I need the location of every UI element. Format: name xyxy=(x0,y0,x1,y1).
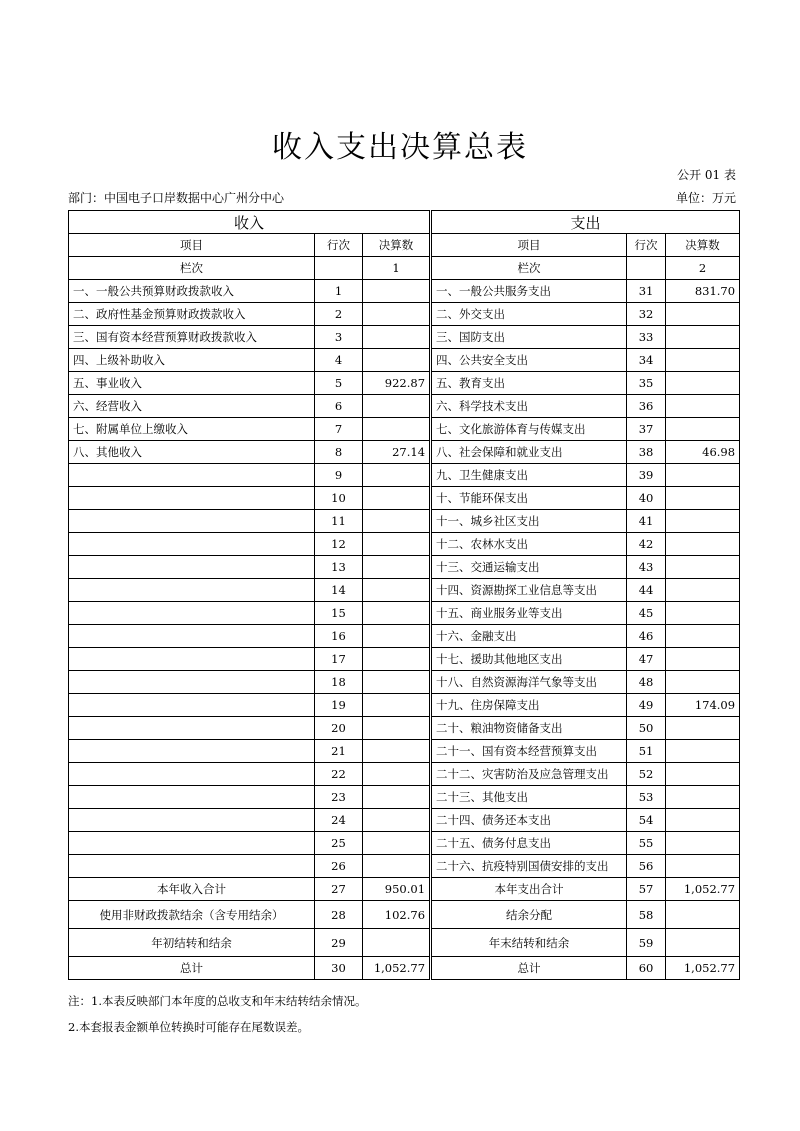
expense-amount xyxy=(666,418,740,441)
table-row xyxy=(69,855,740,878)
expense-amount xyxy=(666,717,740,740)
expense-item: 二十六、抗疫特别国债安排的支出 xyxy=(431,855,627,878)
expense-item: 十八、自然资源海洋气象等支出 xyxy=(431,671,627,694)
table-row xyxy=(69,556,740,579)
income-line-number: 8 xyxy=(315,441,363,464)
expense-line-number: 36 xyxy=(627,395,666,418)
expense-line-number: 45 xyxy=(627,602,666,625)
header-item: 项目 xyxy=(69,234,315,257)
table-row xyxy=(69,510,740,533)
income-amount xyxy=(363,326,431,349)
expense-item: 二十、粮油物资储备支出 xyxy=(431,717,627,740)
income-item xyxy=(69,717,315,740)
income-amount xyxy=(363,832,431,855)
expense-amount xyxy=(666,671,740,694)
income-line-number: 15 xyxy=(315,602,363,625)
income-amount xyxy=(363,855,431,878)
expense-item: 十五、商业服务业等支出 xyxy=(431,602,627,625)
column-index-label: 栏次 xyxy=(69,257,315,280)
section-header-row xyxy=(69,211,740,234)
expense-amount xyxy=(666,533,740,556)
income-amount xyxy=(363,809,431,832)
table-row xyxy=(69,717,740,740)
table-row xyxy=(69,303,740,326)
expense-line-number: 39 xyxy=(627,464,666,487)
header-line: 行次 xyxy=(627,234,666,257)
income-line-number: 29 xyxy=(315,929,363,957)
column-index-blank xyxy=(627,257,666,280)
note-2: 2.本套报表金额单位转换时可能存在尾数误差。 xyxy=(68,1020,309,1034)
expense-line-number: 37 xyxy=(627,418,666,441)
expense-line-number: 57 xyxy=(627,878,666,901)
table-row xyxy=(69,280,740,303)
income-line-number: 11 xyxy=(315,510,363,533)
income-line-number: 16 xyxy=(315,625,363,648)
income-amount xyxy=(363,786,431,809)
table-row xyxy=(69,625,740,648)
table-row xyxy=(69,441,740,464)
expense-line-number: 51 xyxy=(627,740,666,763)
expense-amount: 831.70 xyxy=(666,280,740,303)
expense-line-number: 58 xyxy=(627,901,666,929)
income-total-item: 本年收入合计 xyxy=(69,878,315,901)
expense-line-number: 34 xyxy=(627,349,666,372)
income-item xyxy=(69,533,315,556)
table-row xyxy=(69,694,740,717)
expense-amount xyxy=(666,929,740,957)
expense-line-number: 55 xyxy=(627,832,666,855)
column-header-row xyxy=(69,234,740,257)
table-row xyxy=(69,349,740,372)
income-amount xyxy=(363,533,431,556)
expense-amount xyxy=(666,901,740,929)
expense-line-number: 35 xyxy=(627,372,666,395)
expense-amount xyxy=(666,648,740,671)
income-item xyxy=(69,464,315,487)
table-row xyxy=(69,763,740,786)
income-item xyxy=(69,579,315,602)
page-title: 收入支出决算总表 xyxy=(272,130,528,165)
income-amount xyxy=(363,487,431,510)
total-row xyxy=(69,878,740,901)
expense-item: 十三、交通运输支出 xyxy=(431,556,627,579)
income-item xyxy=(69,809,315,832)
income-line-number: 19 xyxy=(315,694,363,717)
column-index-1: 1 xyxy=(363,257,431,280)
expense-line-number: 50 xyxy=(627,717,666,740)
expense-line-number: 60 xyxy=(627,957,666,980)
income-amount xyxy=(363,671,431,694)
income-amount: 922.87 xyxy=(363,372,431,395)
income-item xyxy=(69,786,315,809)
income-item: 五、事业收入 xyxy=(69,372,315,395)
income-item xyxy=(69,832,315,855)
income-amount xyxy=(363,395,431,418)
income-item: 四、上级补助收入 xyxy=(69,349,315,372)
expense-line-number: 53 xyxy=(627,786,666,809)
income-amount xyxy=(363,602,431,625)
income-line-number: 20 xyxy=(315,717,363,740)
expense-amount: 1,052.77 xyxy=(666,957,740,980)
table-row xyxy=(69,418,740,441)
expense-item: 一、一般公共服务支出 xyxy=(431,280,627,303)
income-amount: 1,052.77 xyxy=(363,957,431,980)
table-row xyxy=(69,809,740,832)
expense-line-number: 47 xyxy=(627,648,666,671)
table-row xyxy=(69,395,740,418)
income-total-item: 总计 xyxy=(69,957,315,980)
income-amount xyxy=(363,740,431,763)
table-row xyxy=(69,740,740,763)
table-row xyxy=(69,326,740,349)
expense-item: 十四、资源勘探工业信息等支出 xyxy=(431,579,627,602)
income-item xyxy=(69,510,315,533)
expense-item: 十、节能环保支出 xyxy=(431,487,627,510)
income-line-number: 5 xyxy=(315,372,363,395)
income-line-number: 7 xyxy=(315,418,363,441)
income-amount xyxy=(363,464,431,487)
expense-total-item: 本年支出合计 xyxy=(431,878,627,901)
expense-amount: 46.98 xyxy=(666,441,740,464)
income-amount xyxy=(363,349,431,372)
income-line-number: 6 xyxy=(315,395,363,418)
table-row xyxy=(69,786,740,809)
income-item xyxy=(69,556,315,579)
income-amount xyxy=(363,418,431,441)
header-item: 项目 xyxy=(431,234,627,257)
income-amount xyxy=(363,694,431,717)
income-line-number: 18 xyxy=(315,671,363,694)
income-item xyxy=(69,763,315,786)
expense-line-number: 56 xyxy=(627,855,666,878)
income-item xyxy=(69,648,315,671)
income-item xyxy=(69,740,315,763)
income-amount xyxy=(363,763,431,786)
table-row xyxy=(69,671,740,694)
header-amount: 决算数 xyxy=(666,234,740,257)
income-amount: 102.76 xyxy=(363,901,431,929)
expense-item: 十一、城乡社区支出 xyxy=(431,510,627,533)
expense-line-number: 44 xyxy=(627,579,666,602)
expense-item: 十二、农林水支出 xyxy=(431,533,627,556)
income-line-number: 25 xyxy=(315,832,363,855)
expense-item: 二十四、债务还本支出 xyxy=(431,809,627,832)
income-item: 六、经营收入 xyxy=(69,395,315,418)
income-amount xyxy=(363,303,431,326)
column-index-blank xyxy=(315,257,363,280)
form-code: 公开 01 表 xyxy=(677,168,736,182)
income-line-number: 13 xyxy=(315,556,363,579)
income-amount xyxy=(363,556,431,579)
expense-item: 九、卫生健康支出 xyxy=(431,464,627,487)
income-item xyxy=(69,487,315,510)
expense-amount xyxy=(666,855,740,878)
expense-line-number: 59 xyxy=(627,929,666,957)
income-item xyxy=(69,671,315,694)
income-line-number: 4 xyxy=(315,349,363,372)
income-item: 八、其他收入 xyxy=(69,441,315,464)
income-total-item: 年初结转和结余 xyxy=(69,929,315,957)
expense-line-number: 54 xyxy=(627,809,666,832)
expense-line-number: 46 xyxy=(627,625,666,648)
expense-item: 八、社会保障和就业支出 xyxy=(431,441,627,464)
expense-amount xyxy=(666,556,740,579)
table-row xyxy=(69,487,740,510)
income-line-number: 30 xyxy=(315,957,363,980)
expense-amount xyxy=(666,832,740,855)
income-amount xyxy=(363,625,431,648)
expense-line-number: 33 xyxy=(627,326,666,349)
expense-total-item: 总计 xyxy=(431,957,627,980)
income-amount: 950.01 xyxy=(363,878,431,901)
income-item: 三、国有资本经营预算财政拨款收入 xyxy=(69,326,315,349)
expense-item: 二十五、债务付息支出 xyxy=(431,832,627,855)
income-item xyxy=(69,602,315,625)
total-row xyxy=(69,929,740,957)
income-line-number: 1 xyxy=(315,280,363,303)
header-amount: 决算数 xyxy=(363,234,431,257)
table-row xyxy=(69,648,740,671)
income-item: 一、一般公共预算财政拨款收入 xyxy=(69,280,315,303)
expense-item: 七、文化旅游体育与传媒支出 xyxy=(431,418,627,441)
expense-amount xyxy=(666,625,740,648)
income-amount xyxy=(363,717,431,740)
expense-line-number: 31 xyxy=(627,280,666,303)
expense-amount xyxy=(666,579,740,602)
table-row xyxy=(69,602,740,625)
column-index-row xyxy=(69,257,740,280)
notes xyxy=(68,988,366,1040)
expense-item: 四、公共安全支出 xyxy=(431,349,627,372)
expense-item: 二十一、国有资本经营预算支出 xyxy=(431,740,627,763)
expense-item: 二十二、灾害防治及应急管理支出 xyxy=(431,763,627,786)
income-item xyxy=(69,855,315,878)
total-row xyxy=(69,957,740,980)
expense-amount xyxy=(666,763,740,786)
header-line: 行次 xyxy=(315,234,363,257)
income-item: 二、政府性基金预算财政拨款收入 xyxy=(69,303,315,326)
expense-amount xyxy=(666,510,740,533)
expense-amount xyxy=(666,809,740,832)
note-1: 注：1.本表反映部门本年度的总收支和年末结转结余情况。 xyxy=(68,994,367,1008)
expense-line-number: 48 xyxy=(627,671,666,694)
income-line-number: 21 xyxy=(315,740,363,763)
income-line-number: 24 xyxy=(315,809,363,832)
column-index-2: 2 xyxy=(666,257,740,280)
expense-amount xyxy=(666,487,740,510)
expense-amount xyxy=(666,464,740,487)
income-line-number: 17 xyxy=(315,648,363,671)
table-row xyxy=(69,464,740,487)
income-line-number: 3 xyxy=(315,326,363,349)
income-line-number: 10 xyxy=(315,487,363,510)
expense-item: 三、国防支出 xyxy=(431,326,627,349)
income-total-item: 使用非财政拨款结余（含专用结余） xyxy=(69,901,315,929)
table-row xyxy=(69,372,740,395)
income-line-number: 23 xyxy=(315,786,363,809)
table-row xyxy=(69,832,740,855)
income-line-number: 2 xyxy=(315,303,363,326)
expense-amount xyxy=(666,326,740,349)
expense-line-number: 38 xyxy=(627,441,666,464)
income-amount xyxy=(363,579,431,602)
total-row xyxy=(69,901,740,929)
expense-item: 二十三、其他支出 xyxy=(431,786,627,809)
department-label: 部门：中国电子口岸数据中心广州分中心 xyxy=(68,191,285,205)
expense-item: 十九、住房保障支出 xyxy=(431,694,627,717)
expense-item: 十六、金融支出 xyxy=(431,625,627,648)
income-item xyxy=(69,625,315,648)
column-index-label: 栏次 xyxy=(431,257,627,280)
income-amount: 27.14 xyxy=(363,441,431,464)
expense-amount: 1,052.77 xyxy=(666,878,740,901)
expense-total-item: 结余分配 xyxy=(431,901,627,929)
expense-amount xyxy=(666,349,740,372)
income-amount xyxy=(363,510,431,533)
section-income: 收入 xyxy=(69,211,431,234)
expense-total-item: 年末结转和结余 xyxy=(431,929,627,957)
expense-item: 六、科学技术支出 xyxy=(431,395,627,418)
income-expense-table xyxy=(68,210,740,980)
income-line-number: 9 xyxy=(315,464,363,487)
expense-amount xyxy=(666,602,740,625)
expense-amount xyxy=(666,740,740,763)
table-row xyxy=(69,579,740,602)
income-line-number: 14 xyxy=(315,579,363,602)
income-amount xyxy=(363,280,431,303)
expense-amount: 174.09 xyxy=(666,694,740,717)
income-line-number: 26 xyxy=(315,855,363,878)
expense-line-number: 49 xyxy=(627,694,666,717)
expense-line-number: 52 xyxy=(627,763,666,786)
expense-line-number: 42 xyxy=(627,533,666,556)
expense-line-number: 41 xyxy=(627,510,666,533)
income-line-number: 12 xyxy=(315,533,363,556)
income-line-number: 27 xyxy=(315,878,363,901)
expense-item: 二、外交支出 xyxy=(431,303,627,326)
table-row xyxy=(69,533,740,556)
expense-amount xyxy=(666,395,740,418)
income-amount xyxy=(363,648,431,671)
expense-amount xyxy=(666,786,740,809)
expense-line-number: 40 xyxy=(627,487,666,510)
income-item xyxy=(69,694,315,717)
income-amount xyxy=(363,929,431,957)
expense-line-number: 43 xyxy=(627,556,666,579)
income-line-number: 22 xyxy=(315,763,363,786)
expense-amount xyxy=(666,303,740,326)
expense-amount xyxy=(666,372,740,395)
income-item: 七、附属单位上缴收入 xyxy=(69,418,315,441)
expense-line-number: 32 xyxy=(627,303,666,326)
section-expense: 支出 xyxy=(431,211,740,234)
expense-item: 五、教育支出 xyxy=(431,372,627,395)
income-line-number: 28 xyxy=(315,901,363,929)
expense-item: 十七、援助其他地区支出 xyxy=(431,648,627,671)
unit-label: 单位：万元 xyxy=(675,191,736,205)
